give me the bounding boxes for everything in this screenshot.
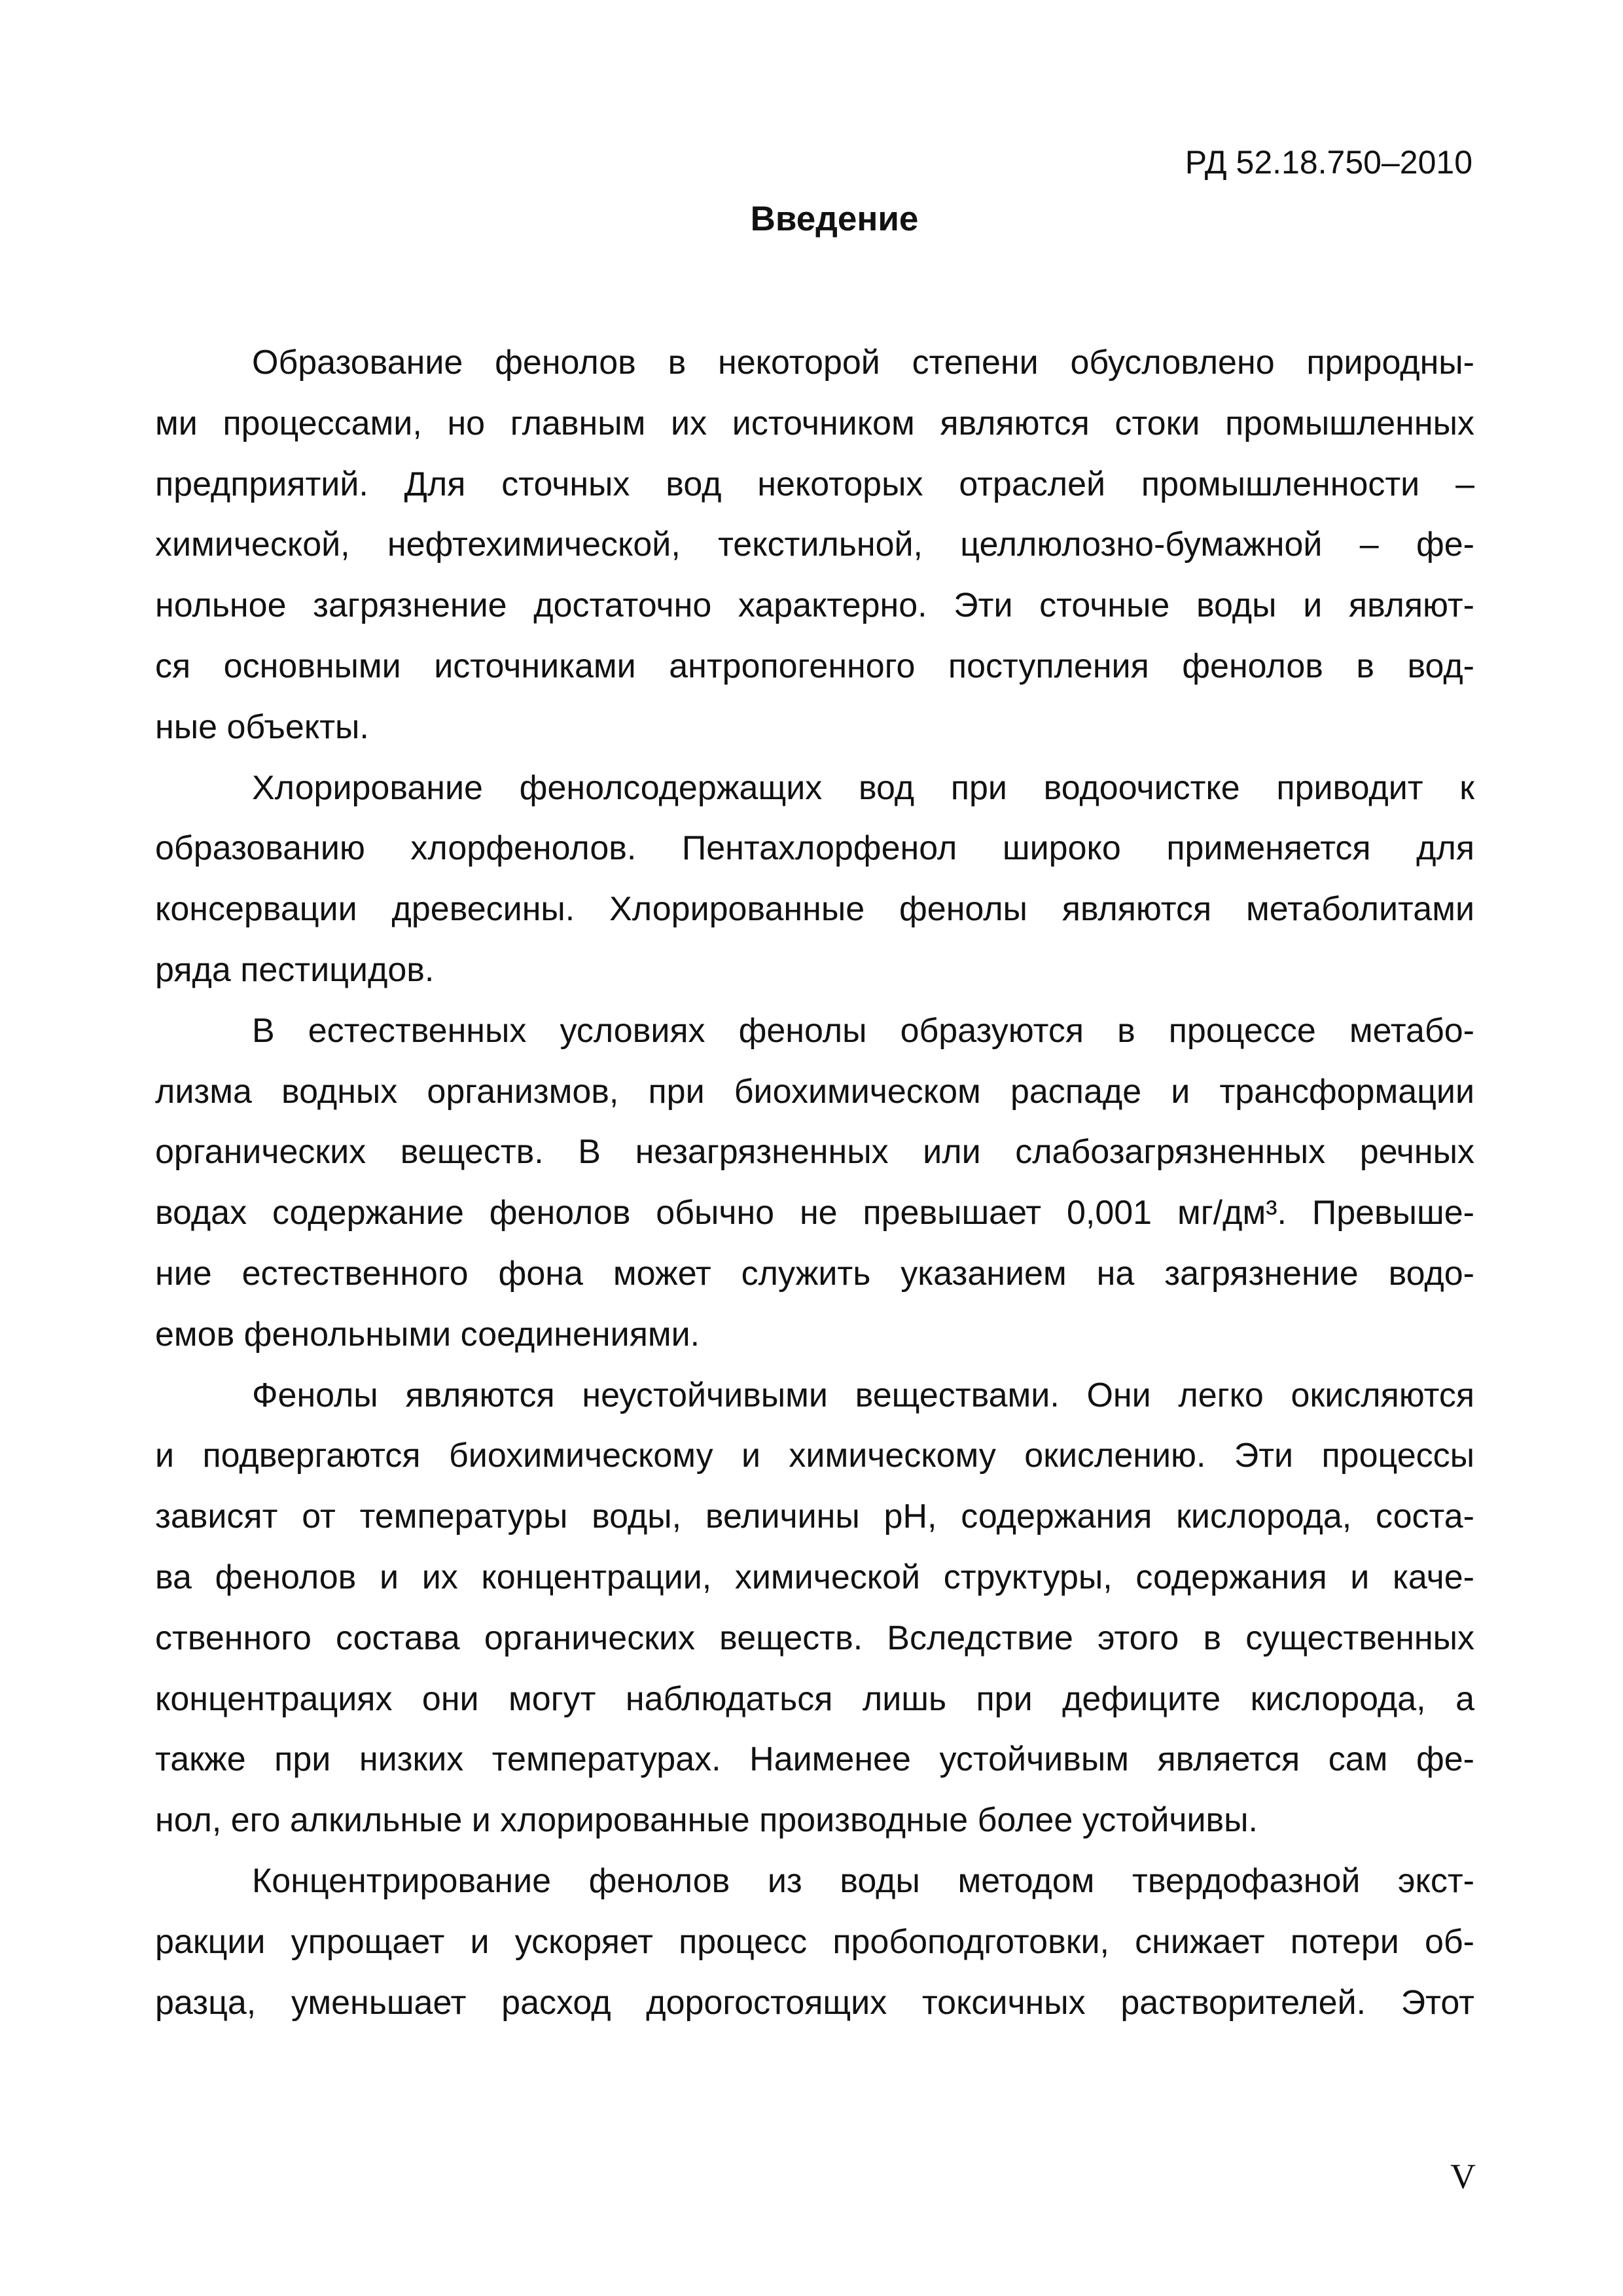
paragraph	[155, 1365, 1474, 1851]
page-number: V	[1450, 2157, 1476, 2196]
paragraph-line: образованию хлорфенолов. Пентахлорфенол широко применяется для	[155, 829, 1474, 868]
paragraph-line: и подвергаются биохимическому и химическому окислению. Эти процессы	[155, 1437, 1474, 1475]
section-title: Введение	[750, 200, 919, 238]
paragraph-line: концентрациях они могут наблюдаться лишь при дефиците кислорода, а	[155, 1679, 1474, 1718]
paragraph-line: ва фенолов и их концентрации, химической структуры, содержания и каче-	[155, 1558, 1474, 1596]
body-text	[155, 332, 1474, 2033]
paragraph-line: зависят от температуры воды, величины pH, содержания кислорода, соста-	[155, 1498, 1474, 1536]
paragraph-line: предприятий. Для сточных вод некоторых отраслей промышленности –	[155, 465, 1474, 503]
paragraph-line: Фенолы являются неустойчивыми веществами. Они легко окисляются	[252, 1376, 1474, 1414]
paragraph-line: нольное загрязнение достаточно характерно. Эти сточные воды и являют-	[155, 586, 1474, 625]
paragraph-line: химической, нефтехимической, текстильной, целлюлозно-бумажной – фе-	[155, 526, 1474, 564]
paragraph	[155, 758, 1474, 1001]
paragraph	[155, 1851, 1474, 2033]
paragraph-line: ряда пестицидов.	[155, 950, 435, 989]
paragraph-line: ракции упрощает и ускоряет процесс пробоподготовки, снижает потери об-	[155, 1922, 1474, 1961]
paragraph-line: разца, уменьшает расход дорогостоящих токсичных растворителей. Этот	[155, 1983, 1474, 2022]
paragraph-line: также при низких температурах. Наименее устойчивым является сам фе-	[155, 1740, 1474, 1779]
paragraph-line: лизма водных организмов, при биохимическом распаде и трансформации	[155, 1072, 1474, 1111]
paragraph-line: ные объекты.	[155, 708, 369, 746]
document-code: РД 52.18.750–2010	[1185, 144, 1472, 181]
paragraph-line: органических веществ. В незагрязненных или слабозагрязненных речных	[155, 1133, 1474, 1172]
paragraph-line: Образование фенолов в некоторой степени обусловлено природны-	[252, 344, 1474, 382]
paragraph-line: Хлорирование фенолсодержащих вод при водоочистке приводит к	[252, 768, 1474, 807]
paragraph-line: ние естественного фона может служить указанием на загрязнение водо-	[155, 1254, 1474, 1293]
paragraph-line: водах содержание фенолов обычно не превышает 0,001 мг/дм³. Превыше-	[155, 1194, 1474, 1232]
paragraph-line: ственного состава органических веществ. Вследствие этого в существенных	[155, 1619, 1474, 1657]
paragraph-line: емов фенольными соединениями.	[155, 1315, 700, 1354]
paragraph-line: ся основными источниками антропогенного поступления фенолов в вод-	[155, 647, 1474, 685]
paragraph-line: В естественных условиях фенолы образуются в процессе метабо-	[252, 1011, 1474, 1050]
paragraph	[155, 1001, 1474, 1365]
paragraph-line: ми процессами, но главным их источником являются стоки промышленных	[155, 404, 1474, 442]
paragraph-line: нол, его алкильные и хлорированные производные более устойчивы.	[155, 1801, 1258, 1840]
paragraph-line: консервации древесины. Хлорированные фенолы являются метаболитами	[155, 890, 1474, 929]
paragraph-line: Концентрирование фенолов из воды методом твердофазной экст-	[252, 1861, 1474, 1900]
paragraph	[155, 332, 1474, 758]
